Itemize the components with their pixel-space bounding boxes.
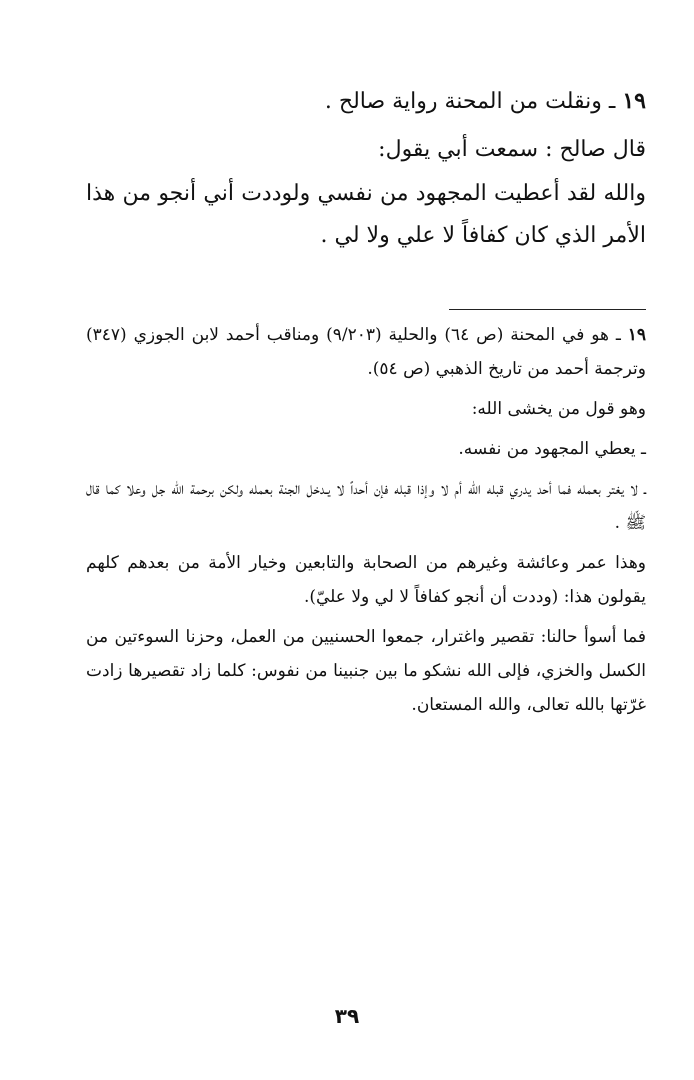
main-text [86,80,646,257]
main-entry [86,80,646,123]
footnotes [86,318,646,722]
footnote-state: فما أسوأ حالنا: تقصير واغترار، جمعوا الحسنيين من العمل، وحزنا السوءتين من الكسل والخزي، فإلى الله نشكو ما بين جنبينا من نفوس: كلما زاد تقصيرها زادت غرّتها بالله تعالى، والله المستعان. [86,627,646,715]
footnote-companions: وهذا عمر وعائشة وغيرهم من الصحابة والتابعين وخيار الأمة من بعدهم كلهم يقولون هذا: (وددت أن أنجو كفافاً لا لي ولا عليّ). [86,553,646,607]
footnote-source [86,318,646,386]
footnote-hadith: ـ لا يغتر بعمله فما أحد يدري قبله الله أم لا وإذا قبله فإن أحداً لا يـدخل الجنة بعمله ولكن برحمة الله جل وعلا كما قال ﷺ . [86,479,646,533]
entry-dash: ـ [608,89,616,114]
page-number: ٣٩ [334,1004,360,1028]
footnote-divider [449,309,646,310]
quote-intro: قال صالح : سمعت أبي يقول: [378,137,646,162]
footnote-number: ١٩ [627,325,647,345]
entry-number: ١٩ [622,88,646,114]
footnote-fear: وهو قول من يخشى الله: [471,399,646,419]
entry-first-line: ونقلت من المحنة رواية صالح . [324,89,602,114]
footnote-dash: ـ [615,325,621,345]
quote-text: والله لقد أعطيت المجهود من نفسي ولوددت أني أنجو من هذا الأمر الذي كان كفافاً لا علي ولا لي . [86,181,646,248]
footnote-source-text: هو في المحنة (ص ٦٤) والحلية (٩/٢٠٣) ومناقب أحمد لابن الجوزي (٣٤٧) وترجمة أحمد من تاريخ الذهبي (ص ٥٤). [86,325,646,379]
footnote-gives: ـ يعطي المجهود من نفسه. [458,439,646,459]
